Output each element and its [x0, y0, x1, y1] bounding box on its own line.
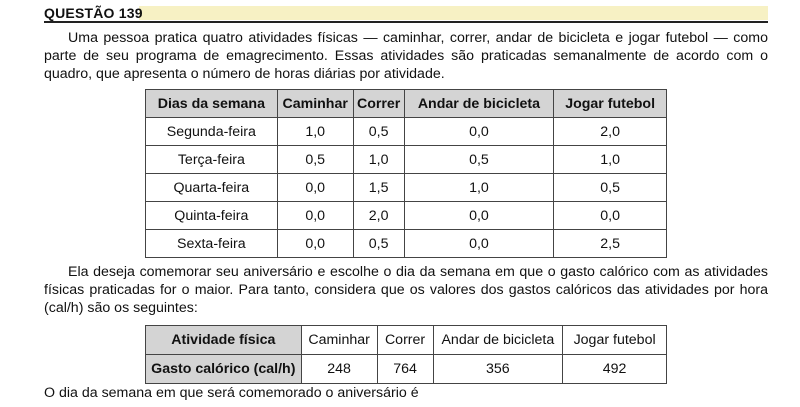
- question-title: QUESTÃO 139: [44, 5, 143, 21]
- hours-cell: 0,0: [277, 174, 353, 202]
- question-header: [44, 2, 768, 24]
- hours-cell: 0,0: [554, 202, 667, 230]
- day-cell: Sexta-feira: [146, 230, 278, 258]
- hours-cell: 1,0: [277, 118, 353, 146]
- hours-cell: 0,0: [404, 230, 554, 258]
- header-rule: [44, 21, 768, 23]
- table-row: [146, 174, 667, 202]
- hours-cell: 0,5: [404, 146, 554, 174]
- activity-cell: Correr: [377, 326, 433, 355]
- table-row: [146, 355, 667, 384]
- hours-header-bike: Andar de bicicleta: [404, 90, 554, 118]
- header-highlight-band: [139, 6, 768, 20]
- activity-cell: Andar de bicicleta: [433, 326, 563, 355]
- intro-text: Uma pessoa pratica quatro atividades físicas — caminhar, correr, andar de bicicleta e jogar futebol — como parte de seu programa de emagrecimento. Essas atividades são praticadas semanalmente de acordo com o quadro, que apresenta o número de horas diárias por atividade.: [44, 30, 768, 82]
- table-row: [146, 202, 667, 230]
- hours-cell: 1,0: [353, 146, 404, 174]
- calorie-cell: 248: [301, 355, 377, 384]
- table-row: [146, 118, 667, 146]
- hours-cell: 0,0: [404, 202, 554, 230]
- day-cell: Quarta-feira: [146, 174, 278, 202]
- hours-cell: 0,0: [277, 230, 353, 258]
- hours-cell: 0,0: [277, 202, 353, 230]
- final-statement: O dia da semana em que será comemorado o aniversário é: [44, 385, 419, 401]
- table-row: [146, 146, 667, 174]
- hours-cell: 0,5: [277, 146, 353, 174]
- activity-header-cell: Atividade física: [146, 326, 302, 355]
- hours-cell: 0,5: [554, 174, 667, 202]
- hours-cell: 2,5: [554, 230, 667, 258]
- day-cell: Segunda-feira: [146, 118, 278, 146]
- day-cell: Terça-feira: [146, 146, 278, 174]
- calorie-cell: 764: [377, 355, 433, 384]
- hours-header-walk: Caminhar: [277, 90, 353, 118]
- hours-header-football: Jogar futebol: [554, 90, 667, 118]
- middle-paragraph: [44, 263, 768, 317]
- hours-header-run: Correr: [353, 90, 404, 118]
- calorie-header-cell: Gasto calórico (cal/h): [146, 355, 302, 384]
- hours-table-header-row: [146, 90, 667, 118]
- hours-cell: 0,5: [353, 230, 404, 258]
- calorie-table: [145, 325, 667, 384]
- calorie-cell: 356: [433, 355, 563, 384]
- hours-header-days: Dias da semana: [146, 90, 278, 118]
- activity-cell: Jogar futebol: [563, 326, 667, 355]
- activity-cell: Caminhar: [301, 326, 377, 355]
- hours-cell: 1,5: [353, 174, 404, 202]
- hours-cell: 2,0: [554, 118, 667, 146]
- table-row: [146, 326, 667, 355]
- middle-text: Ela deseja comemorar seu aniversário e escolhe o dia da semana em que o gasto calórico com as atividades físicas praticadas for o maior. Para tanto, considera que os valores dos gastos calóricos das atividades por hora (cal/h) são os seguintes:: [44, 264, 768, 316]
- intro-paragraph: [44, 29, 768, 83]
- day-cell: Quinta-feira: [146, 202, 278, 230]
- hours-cell: 0,5: [353, 118, 404, 146]
- calorie-cell: 492: [563, 355, 667, 384]
- hours-table: [145, 89, 667, 258]
- hours-cell: 0,0: [404, 118, 554, 146]
- table-row: [146, 230, 667, 258]
- hours-cell: 1,0: [554, 146, 667, 174]
- hours-cell: 2,0: [353, 202, 404, 230]
- hours-cell: 1,0: [404, 174, 554, 202]
